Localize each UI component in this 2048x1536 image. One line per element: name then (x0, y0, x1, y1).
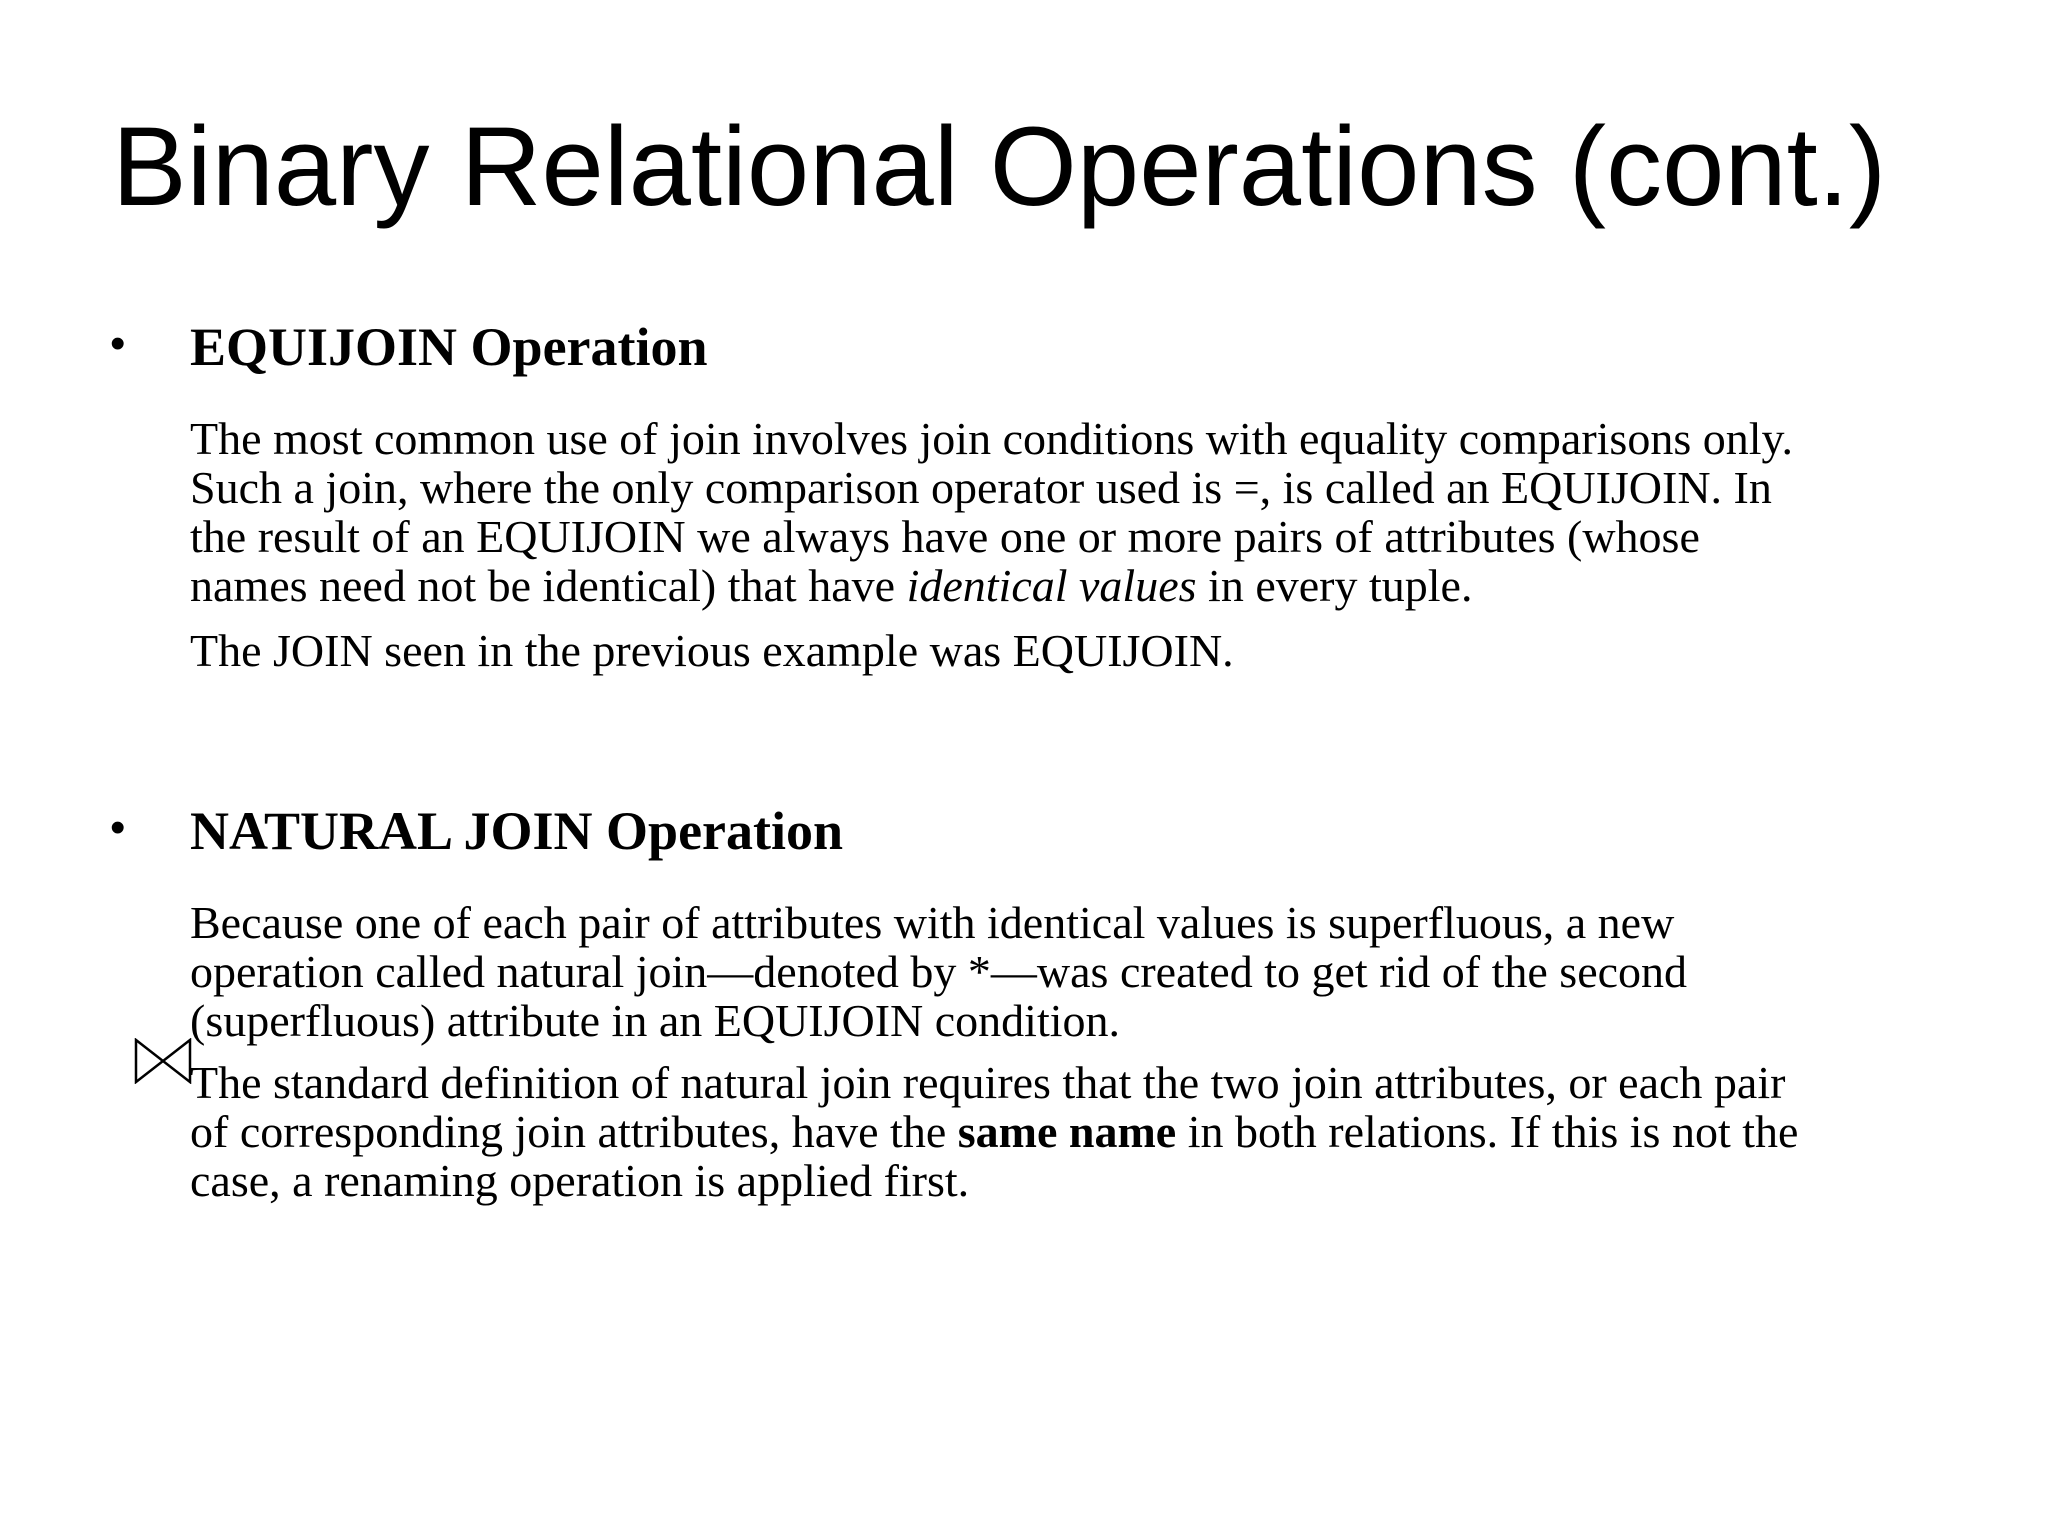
text-line: The JOIN seen in the previous example was EQUIJOIN. (190, 625, 1234, 676)
bullet-dot: • (110, 319, 126, 368)
emphasis-same-name: same name (957, 1106, 1177, 1157)
text-line-with-emphasis (190, 561, 2020, 610)
text-line: The standard definition of natural join requires that the two join attributes, or each pair (190, 1057, 1786, 1108)
equijoin-paragraph-1 (190, 414, 2020, 610)
text-line: operation called natural join—denoted by *—was created to get rid of the second (190, 946, 1688, 997)
slide-title: Binary Relational Operations (cont.) (112, 104, 1887, 229)
section-heading-natural-join: NATURAL JOIN Operation (190, 801, 844, 861)
text-run: in every tuple. (1196, 560, 1473, 611)
section-heading-equijoin: EQUIJOIN Operation (190, 317, 708, 377)
text-line: case, a renaming operation is applied first. (190, 1155, 970, 1206)
text-line: The most common use of join involves join conditions with equality comparisons only. (190, 413, 1794, 464)
natural-join-paragraph-1 (190, 898, 2020, 1045)
text-run: in both relations. If this is not the (1176, 1106, 1799, 1157)
text-line-with-emphasis (190, 1107, 2020, 1156)
bullet-dot: • (110, 803, 126, 852)
equijoin-paragraph-2 (190, 626, 2020, 675)
bowtie-join-icon (134, 1038, 192, 1084)
emphasis-identical-values: identical values (906, 560, 1197, 611)
text-line: Because one of each pair of attributes with identical values is superfluous, a new (190, 897, 1675, 948)
text-line: the result of an EQUIJOIN we always have one or more pairs of attributes (whose (190, 511, 1700, 562)
natural-join-paragraph-2 (190, 1058, 2020, 1205)
text-line: Such a join, where the only comparison operator used is =, is called an EQUIJOIN. In (190, 462, 1772, 513)
text-run: of corresponding join attributes, have the (190, 1106, 958, 1157)
text-run: names need not be identical) that have (190, 560, 907, 611)
text-line: (superfluous) attribute in an EQUIJOIN condition. (190, 995, 1121, 1046)
